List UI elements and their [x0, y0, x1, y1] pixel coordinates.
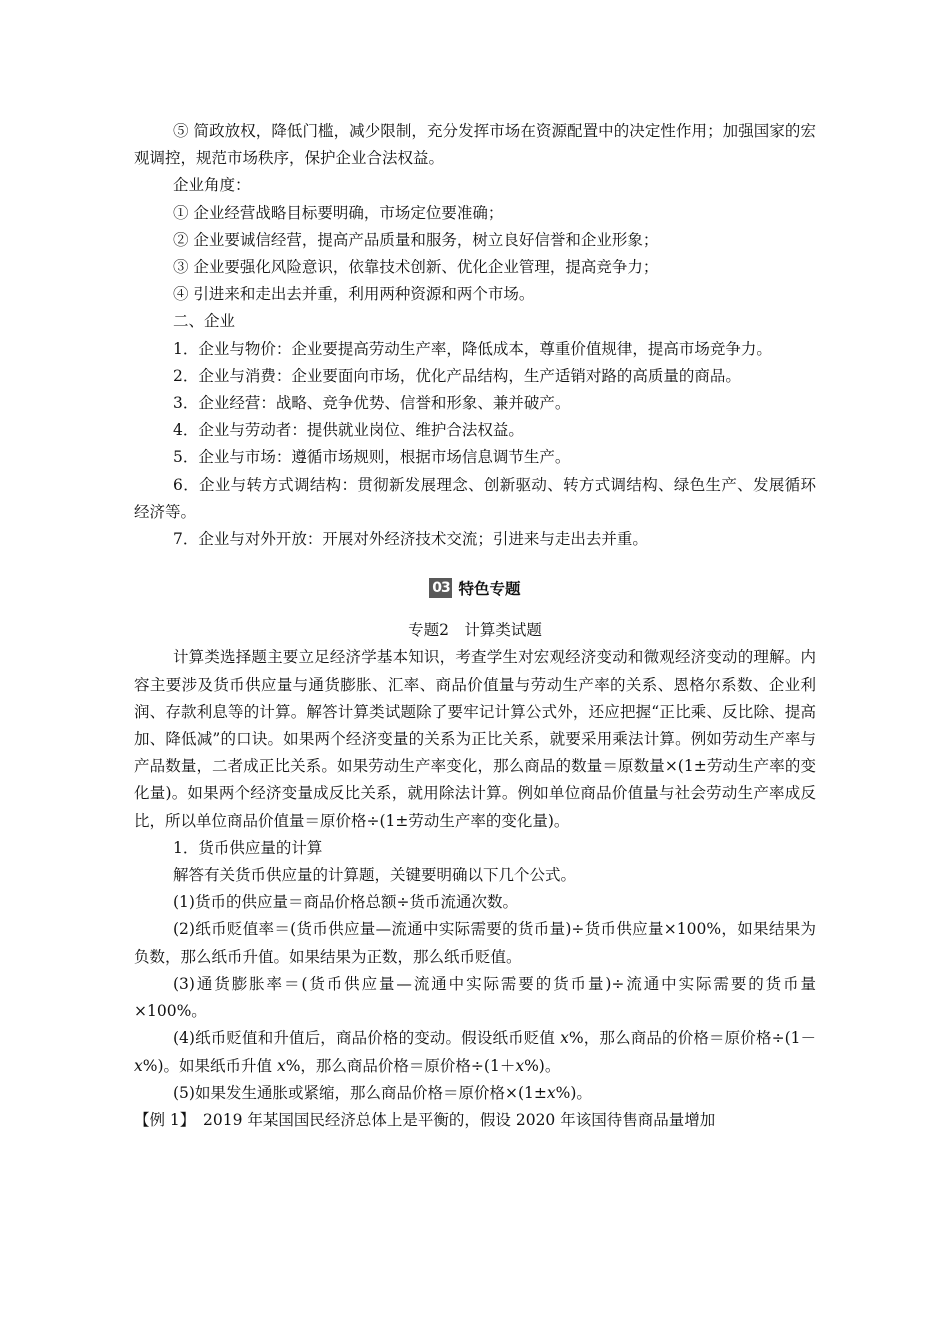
list-item: ④ 引进来和走出去并重，利用两种资源和两个市场。 [173, 285, 535, 304]
formula-4-text: %，那么商品价格＝原价格÷(1＋ [285, 1056, 516, 1075]
list-item: 4．企业与劳动者：提供就业岗位、维护合法权益。 [173, 421, 524, 440]
special-topic-title: 特色专题 [458, 580, 521, 599]
list-item: 5．企业与市场：遵循市场规则，根据市场信息调节生产。 [173, 448, 571, 467]
list-item: 6．企业与转方式调结构：贯彻新发展理念、创新驱动、转方式调结构、绿色生产、发展循环经济等。 [134, 475, 816, 521]
formula-1: (1)货币的供应量＝商品价格总额÷货币流通次数。 [173, 893, 518, 912]
list-item: 1．企业与物价：企业要提高劳动生产率，降低成本，尊重价值规律，提高市场竞争力。 [173, 339, 772, 358]
formula-2: (2)纸币贬值率＝(货币供应量—流通中实际需要的货币量)÷货币供应量×100%，如果结果为负数，那么纸币升值。如果结果为正数，那么纸币贬值。 [134, 920, 816, 966]
section-heading-enterprise: 二、企业 [173, 312, 236, 331]
subheading-intro: 解答有关货币供应量的计算题，关键要明确以下几个公式。 [173, 866, 577, 885]
variable-x: x [560, 1029, 569, 1048]
list-item: 3．企业经营：战略、竞争优势、信誉和形象、兼并破产。 [173, 394, 571, 413]
variable-x: x [276, 1056, 286, 1075]
formula-4 [134, 1025, 816, 1079]
topic-title: 专题2 计算类试题 [408, 621, 542, 640]
formula-4-text: %)。 [524, 1056, 561, 1075]
special-topic-heading [134, 573, 816, 603]
list-item: ① 企业经营战略目标要明确，市场定位要准确； [173, 203, 504, 222]
variable-x: x [134, 1056, 143, 1075]
formula-5-text: %)。 [555, 1083, 592, 1102]
formula-3: (3)通货膨胀率＝(货币供应量—流通中实际需要的货币量)÷流通中实际需要的货币量×100%。 [134, 974, 816, 1021]
formula-5-text: (5)如果发生通胀或紧缩，那么商品价格＝原价格×(1± [173, 1083, 547, 1102]
list-item: 2．企业与消费：企业要面向市场，优化产品结构，生产适销对路的高质量的商品。 [173, 366, 741, 385]
subheading-money-supply: 1．货币供应量的计算 [173, 838, 323, 857]
list-item: ③ 企业要强化风险意识，依靠技术创新、优化企业管理，提高竞争力； [173, 258, 659, 277]
formula-5 [134, 1080, 816, 1107]
enterprise-angle-label: 企业角度： [173, 176, 251, 195]
paragraph-p5: ⑤ 简政放权，降低门槛，减少限制，充分发挥市场在资源配置中的决定性作用；加强国家的宏观调控，规范市场秩序，保护企业合法权益。 [134, 122, 816, 168]
example-1: 【例 1】 2019 年某国国民经济总体上是平衡的，假设 2020 年该国待售商品量增加 [134, 1110, 716, 1129]
formula-4-text: %)。如果纸币升值 [142, 1056, 277, 1075]
formula-4-text: (4)纸币贬值和升值后，商品价格的变动。假设纸币贬值 [173, 1029, 561, 1048]
list-item: 7．企业与对外开放：开展对外经济技术交流；引进来与走出去并重。 [173, 530, 648, 549]
section-number-badge: 03 [429, 578, 452, 598]
topic-intro: 计算类选择题主要立足经济学基本知识，考查学生对宏观经济变动和微观经济变动的理解。内容主要涉及货币供应量与通货膨胀、汇率、商品价值量与劳动生产率的关系、恩格尔系数、企业利润、存款利息等的计算。解答计算类试题除了要牢记计算公式外，还应把握“正比乘、反比除、提高加、降低减”的口诀。如果两个经济变量的关系为正比关系，就要采用乘法计算。例如劳动生产率与产品数量，二者成正比关系。如果劳动生产率变化，那么商品的数量＝原数量×(1±劳动生产率的变化量)。如果两个经济变量成反比关系，就用除法计算。例如单位商品价值量与社会劳动生产率成反比，所以单位商品价值量＝原价格÷(1±劳动生产率的变化量)。 [134, 648, 816, 830]
variable-x: x [515, 1056, 525, 1075]
formula-4-text: %，那么商品的价格＝原价格÷(1－ [568, 1029, 816, 1048]
variable-x: x [546, 1083, 556, 1102]
list-item: ② 企业要诚信经营，提高产品质量和服务，树立良好信誉和企业形象； [173, 230, 659, 249]
document-page [134, 118, 816, 1134]
